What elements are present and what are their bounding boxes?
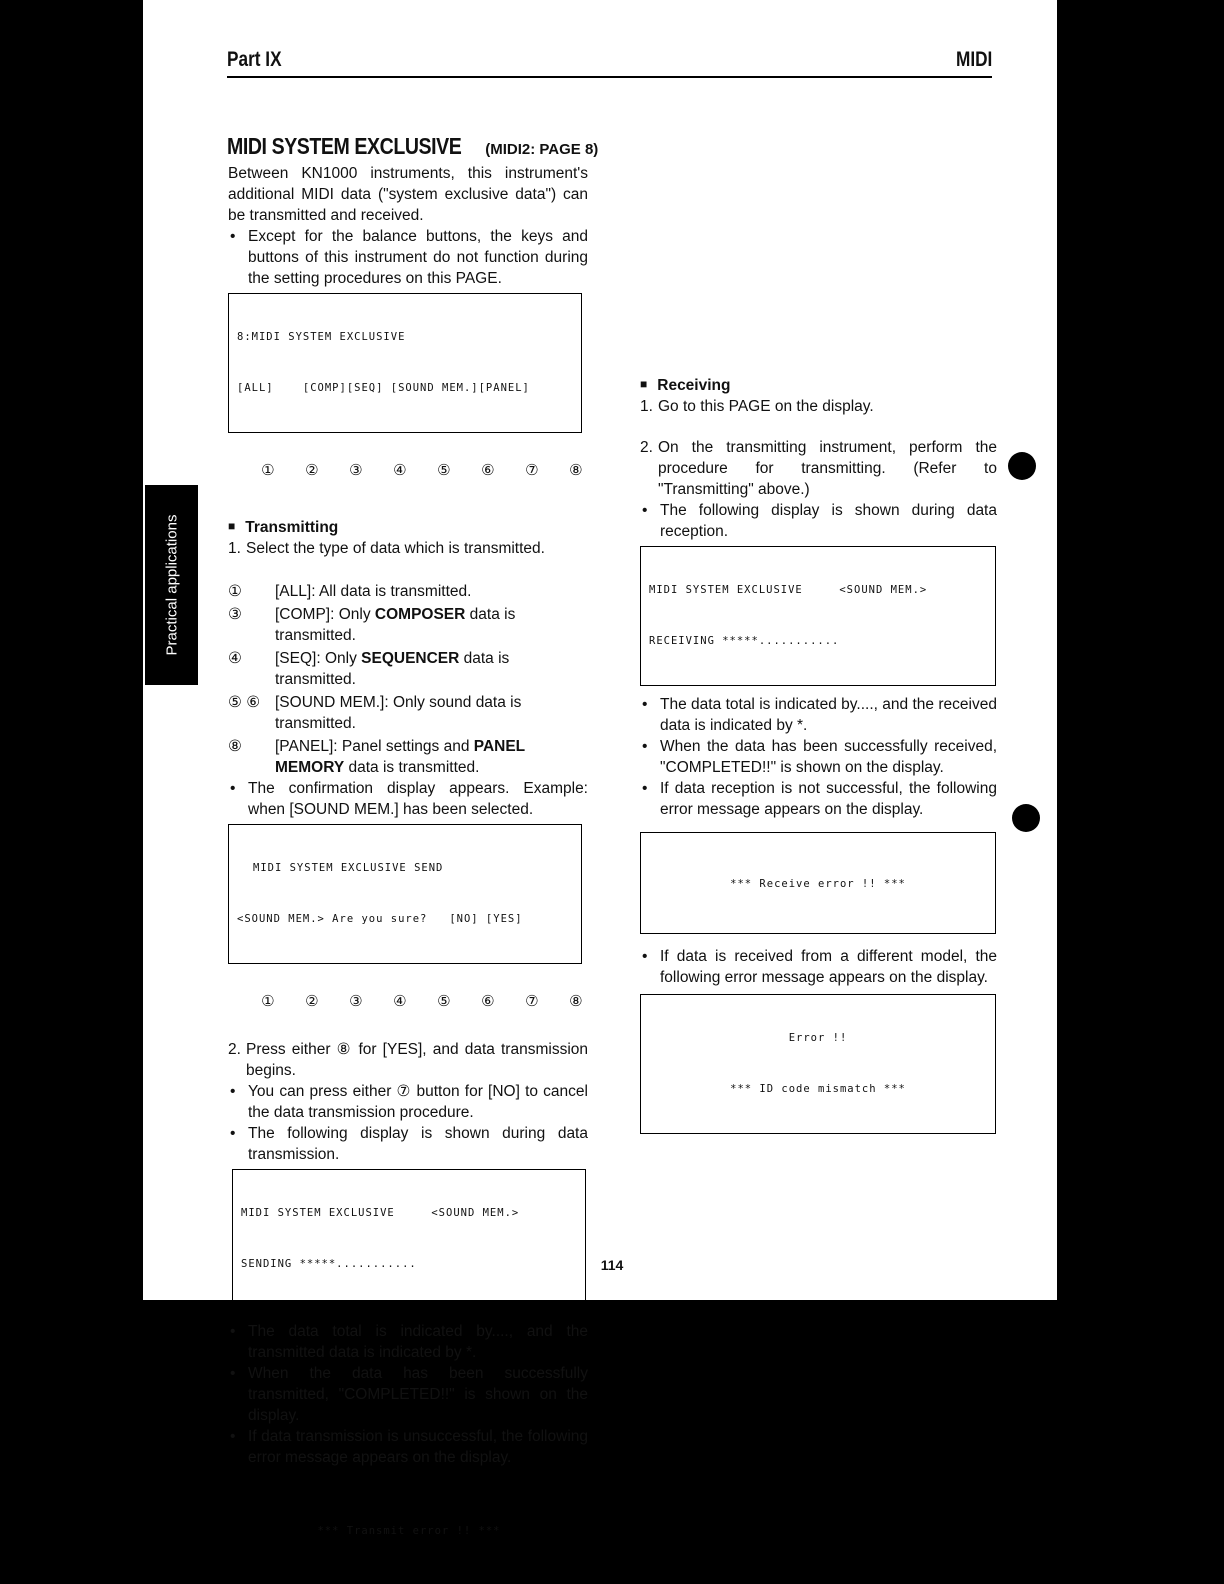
punch-hole-mark-lower — [1012, 804, 1040, 832]
lcd-confirm — [228, 824, 582, 964]
lcd-confirm-line2: <SOUND MEM.> Are you sure? [NO] [YES] — [237, 913, 523, 925]
item-seq: ④ [SEQ]: Only SEQUENCER data is transmitted. — [228, 650, 510, 688]
circle-6: ⑥ — [481, 992, 495, 1010]
circle-6: ⑥ — [481, 461, 495, 479]
circle-7: ⑦ — [525, 461, 539, 479]
circle-2: ② — [305, 461, 319, 479]
lcd-id-mismatch-line1: Error !! — [788, 1032, 848, 1044]
page-number: 114 — [600, 1257, 624, 1273]
left-column — [228, 163, 588, 1581]
lcd-confirm-line1: MIDI SYSTEM EXCLUSIVE SEND — [253, 862, 444, 874]
bottom-scan-border — [0, 1300, 1224, 1584]
receiving-heading: ■ Receiving — [640, 374, 997, 396]
header-part: Part IX — [227, 48, 282, 71]
circle-4: ④ — [393, 461, 407, 479]
lcd-page8-line1: 8:MIDI SYSTEM EXCLUSIVE — [237, 331, 406, 343]
circle-1: ① — [261, 992, 275, 1010]
receive-step-2: 2. On the transmitting instrument, perform the procedure for transmitting. (Refer to "Transmitting" above.) — [640, 439, 997, 498]
transmit-step-1: 1. Select the type of data which is transmitted. — [228, 540, 545, 557]
error-bullet: • If data transmission is unsuccessful, the following error message appears on the display. — [228, 1426, 588, 1468]
circle-3: ③ — [349, 461, 363, 479]
lcd-id-mismatch — [640, 994, 996, 1134]
lcd-transmit-error — [232, 1480, 586, 1581]
button-numbers-2 — [228, 970, 588, 1033]
intro-text: Between KN1000 instruments, this instrument's additional MIDI data ("system exclusive data") can be transmitted and received. — [228, 165, 588, 224]
lcd-sending — [232, 1169, 586, 1309]
header-section: MIDI — [955, 48, 992, 71]
completed-bullet: • When the data has been successfully transmitted, "COMPLETED!!" is shown on the display. — [228, 1363, 588, 1426]
circle-8: ⑧ — [569, 461, 583, 479]
lcd-receiving-line1: MIDI SYSTEM EXCLUSIVE <SOUND MEM.> — [649, 584, 928, 596]
button-numbers-1 — [228, 439, 588, 502]
circle-1: ① — [261, 461, 275, 479]
lcd-receive-error — [640, 832, 996, 934]
lcd-page8 — [228, 293, 582, 433]
lcd-receive-error-text: *** Receive error !! *** — [730, 878, 906, 890]
reception-error-bullet: • If data reception is not successful, the following error message appears on the display. — [640, 778, 997, 820]
header-rule — [227, 76, 992, 78]
lcd-id-mismatch-line2: *** ID code mismatch *** — [730, 1083, 906, 1095]
transmitting-heading: ■ Transmitting — [228, 516, 588, 538]
received-completed-bullet: • When the data has been successfully received, "COMPLETED!!" is shown on the display. — [640, 736, 997, 778]
item-comp: ③ [COMP]: Only COMPOSER data is transmitted. — [228, 606, 516, 644]
side-tab — [145, 485, 198, 685]
confirm-bullet: • The confirmation display appears. Example: when [SOUND MEM.] has been selected. — [228, 778, 588, 820]
item-sound-mem: ⑤ ⑥ [SOUND MEM.]: Only sound data is transmitted. — [228, 694, 522, 732]
title-main: MIDI SYSTEM EXCLUSIVE — [227, 133, 462, 159]
transmit-step-2: 2. Press either ⑧ for [YES], and data transmission begins. — [228, 1041, 588, 1079]
right-column — [640, 374, 997, 1134]
lcd-page8-line2: [ALL] [COMP][SEQ] [SOUND MEM.][PANEL] — [237, 382, 530, 394]
receive-step-1: 1. Go to this PAGE on the display. — [640, 398, 874, 415]
lcd-sending-line1: MIDI SYSTEM EXCLUSIVE <SOUND MEM.> — [241, 1207, 520, 1219]
total-bullet: • The data total is indicated by...., and the transmitted data is indicated by *. — [228, 1321, 588, 1363]
sending-display-bullet: • The following display is shown during data transmission. — [228, 1123, 588, 1165]
side-tab-label: Practical applications — [163, 514, 180, 656]
item-all: ① [ALL]: All data is transmitted. — [228, 583, 472, 600]
circle-5: ⑤ — [437, 992, 451, 1010]
punch-hole-mark-upper — [1008, 452, 1036, 480]
circle-4: ④ — [393, 992, 407, 1010]
lcd-receiving — [640, 546, 996, 686]
circle-5: ⑤ — [437, 461, 451, 479]
intro-bullet: • Except for the balance buttons, the keys and buttons of this instrument do not function during the setting procedures on this PAGE. — [228, 226, 588, 289]
receiving-display-bullet: • The following display is shown during data reception. — [640, 500, 997, 542]
title-sub: (MIDI2: PAGE 8) — [485, 141, 599, 158]
item-panel: ⑧ [PANEL]: Panel settings and PANEL MEMORY data is transmitted. — [228, 738, 525, 776]
lcd-sending-line2: SENDING *****........... — [241, 1258, 417, 1270]
lcd-receiving-line2: RECEIVING *****........... — [649, 635, 840, 647]
circle-3: ③ — [349, 992, 363, 1010]
page-title — [227, 133, 598, 160]
circle-7: ⑦ — [525, 992, 539, 1010]
circle-8: ⑧ — [569, 992, 583, 1010]
model-mismatch-bullet: • If data is received from a different model, the following error message appears on the display. — [640, 946, 997, 988]
lcd-transmit-error-text: *** Transmit error !! *** — [317, 1525, 501, 1537]
received-total-bullet: • The data total is indicated by...., and the received data is indicated by *. — [640, 694, 997, 736]
circle-2: ② — [305, 992, 319, 1010]
cancel-bullet: • You can press either ⑦ button for [NO] to cancel the data transmission procedure. — [228, 1081, 588, 1123]
